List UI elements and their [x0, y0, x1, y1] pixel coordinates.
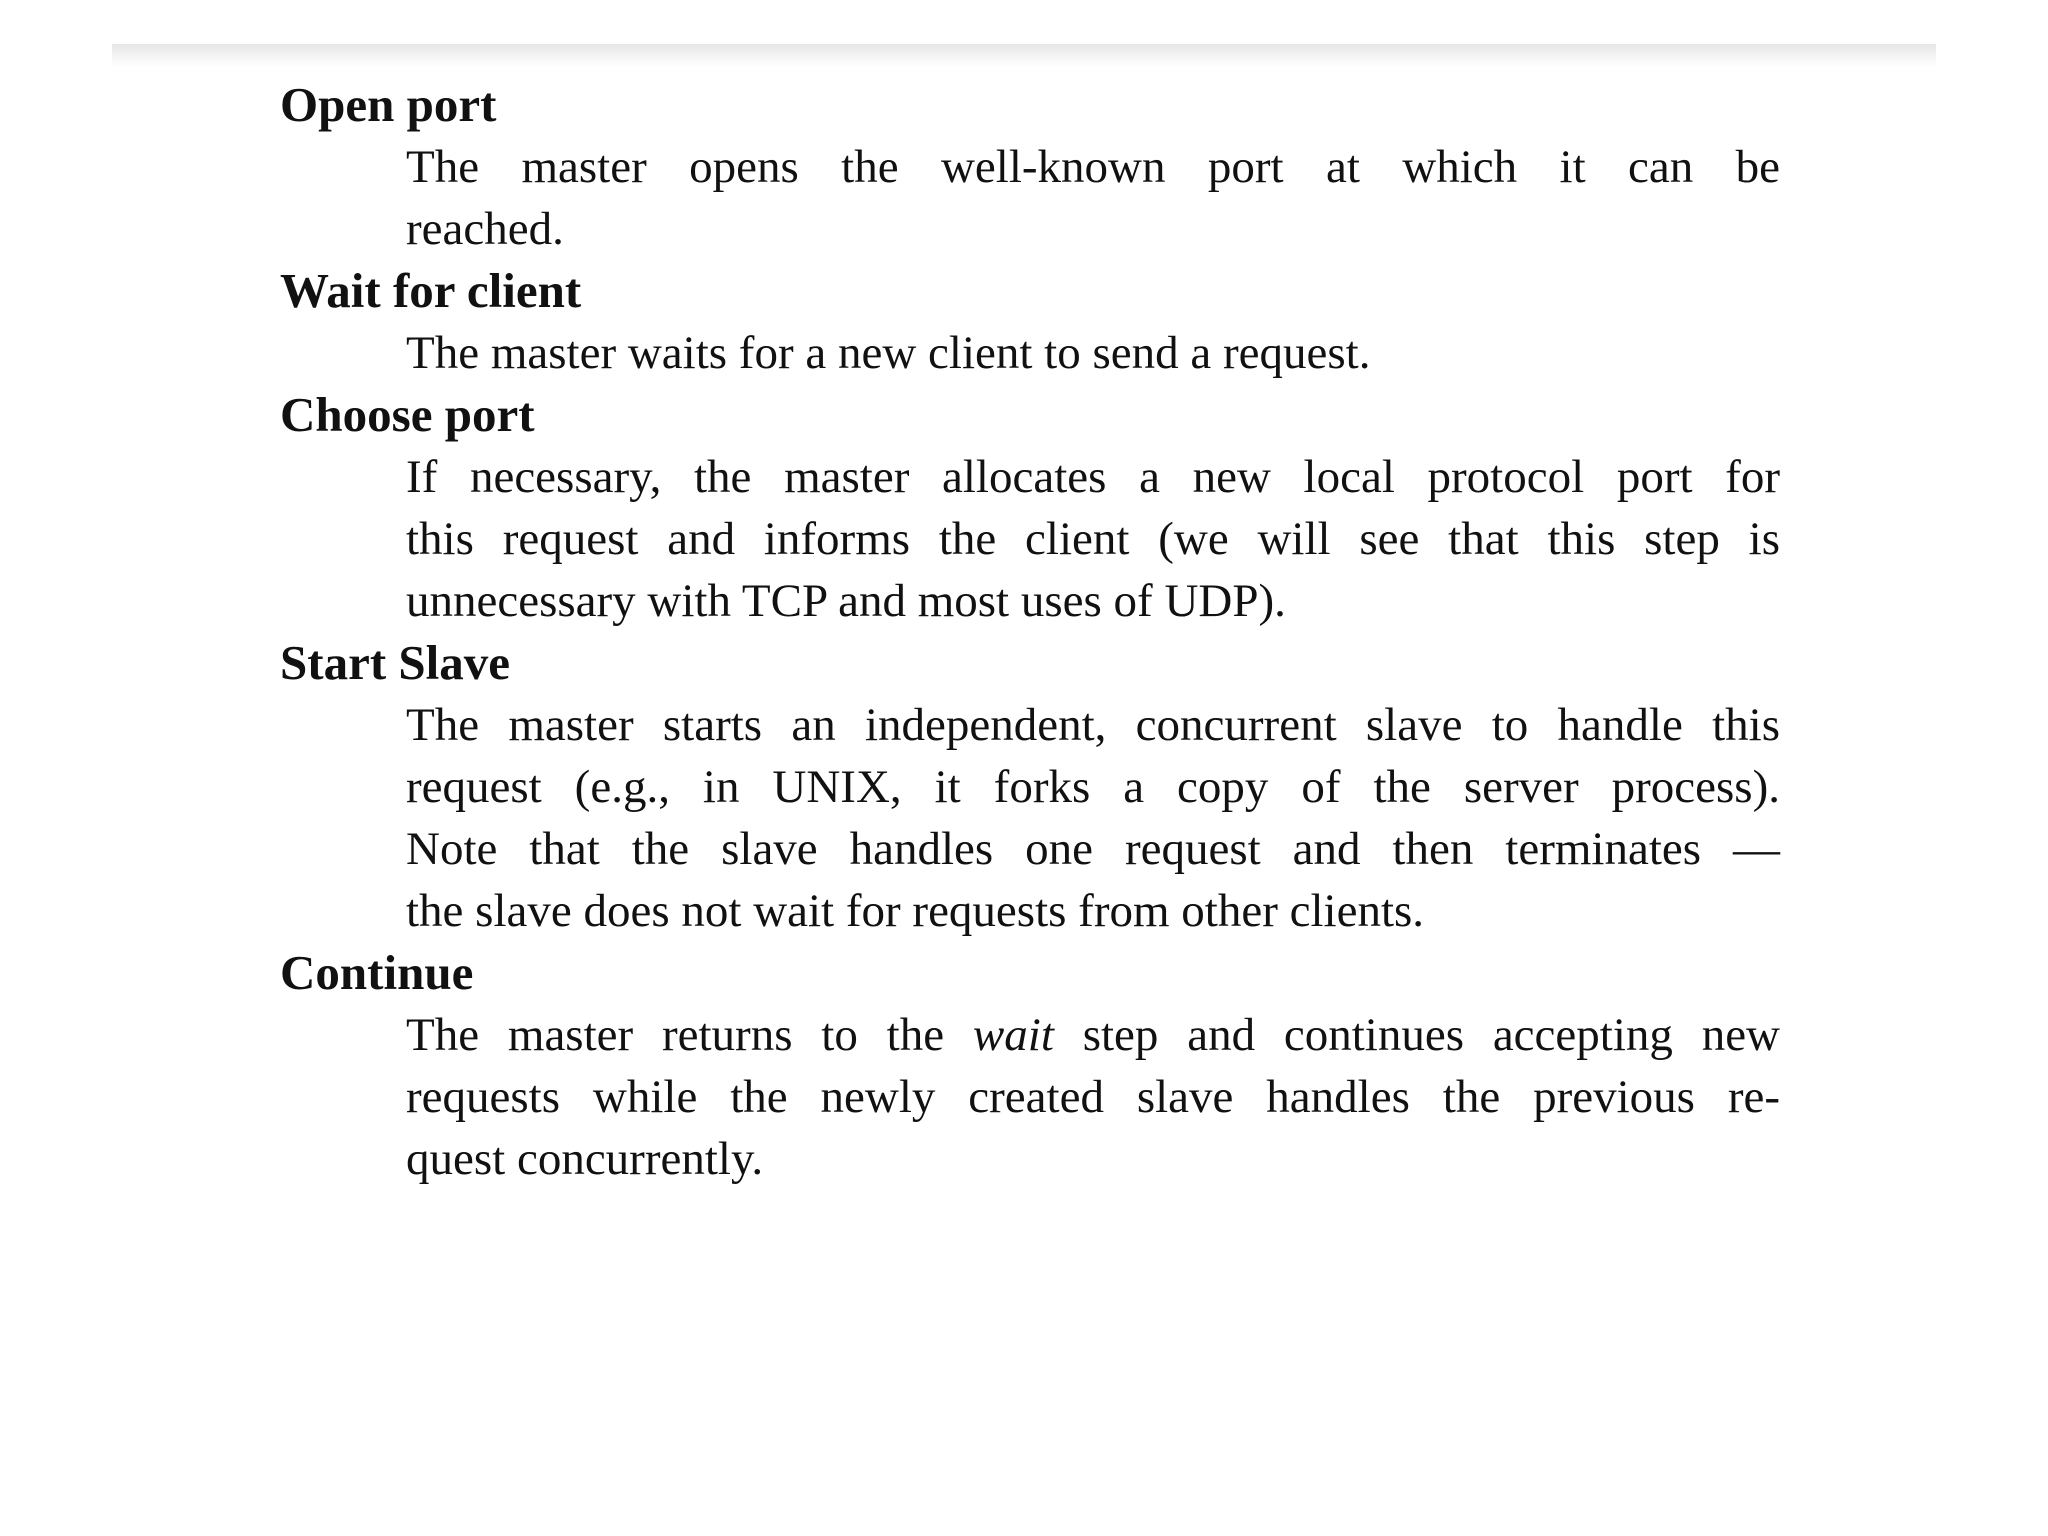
entry-choose-port [280, 384, 1780, 632]
text-run: step and continues accepting new [1082, 1009, 1780, 1061]
entry-start-slave [280, 632, 1780, 942]
definition [406, 446, 1780, 632]
document-body [280, 74, 1780, 1190]
definition-line: requests while the newly created slave handles the previous re- [406, 1071, 1780, 1123]
definition-line [406, 1004, 1780, 1066]
term-heading: Choose port [280, 387, 535, 442]
definition-line: If necessary, the master allocates a new local protocol port for [406, 451, 1780, 503]
definition-line: The master starts an independent, concurrent slave to handle this [406, 699, 1780, 751]
entry-wait-for-client [280, 260, 1780, 384]
definition-line: reached. [406, 203, 564, 255]
definition [406, 136, 1780, 260]
definition-line: this request and informs the client (we will see that this step is [406, 513, 1780, 565]
definition-line: The master waits for a new client to send a request. [406, 327, 1371, 379]
scan-top-edge-shadow [112, 44, 1936, 68]
definition [406, 322, 1780, 384]
entry-open-port [280, 74, 1780, 260]
definition-line: quest concurrently. [406, 1133, 764, 1185]
emphasis-wait: wait [972, 1009, 1054, 1061]
term-heading: Continue [280, 945, 474, 1000]
definition-line: The master opens the well-known port at which it can be [406, 141, 1780, 193]
definition [406, 694, 1780, 942]
definition-line: the slave does not wait for requests from other clients. [406, 885, 1425, 937]
entry-continue [280, 942, 1780, 1190]
definition-line: Note that the slave handles one request and then terminates — [406, 823, 1780, 875]
term-heading: Open port [280, 77, 497, 132]
term-heading: Start Slave [280, 635, 510, 690]
definition-line: request (e.g., in UNIX, it forks a copy of the server process). [406, 761, 1780, 813]
definition-line: unnecessary with TCP and most uses of UDP). [406, 575, 1286, 627]
definition [406, 1004, 1780, 1190]
text-run: The master returns to the [406, 1009, 945, 1061]
term-heading: Wait for client [280, 263, 582, 318]
